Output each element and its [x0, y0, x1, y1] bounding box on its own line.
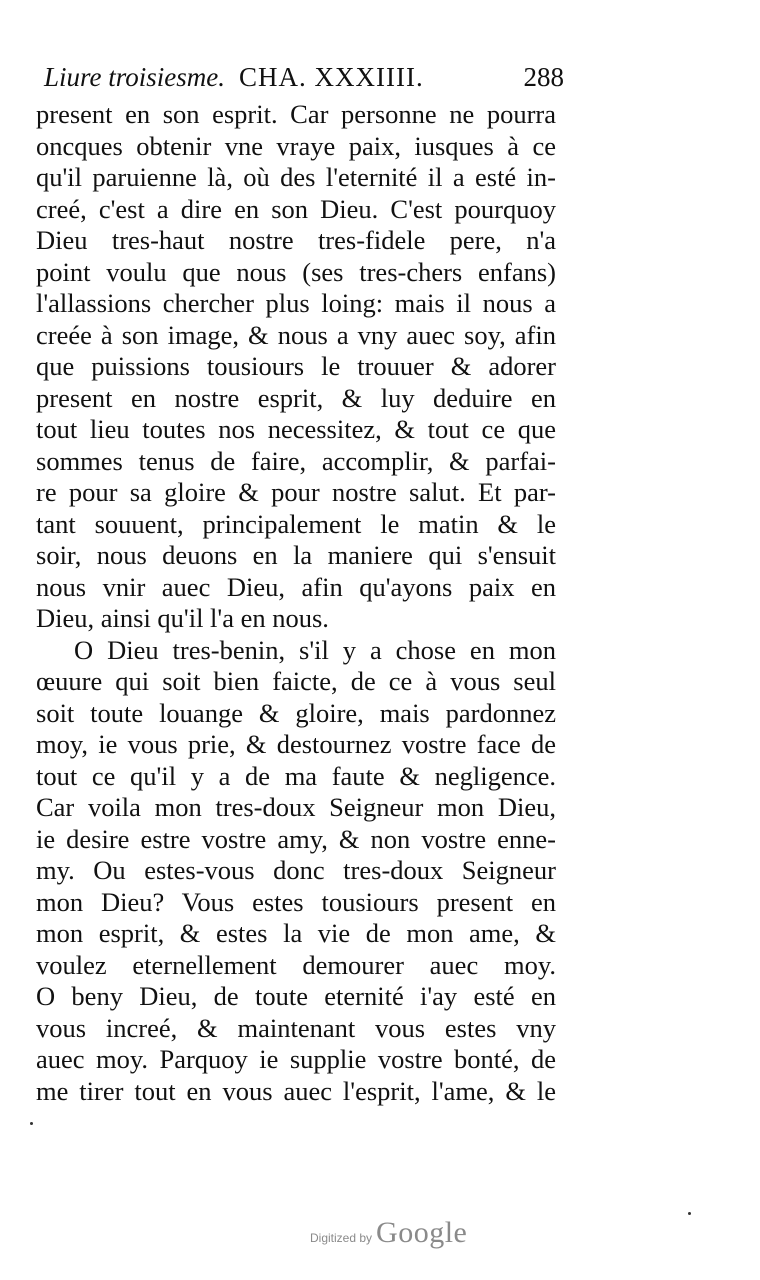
- text-line: creée à son image, & nous a vny auec soy, afin: [36, 319, 556, 350]
- ink-speck: [688, 1212, 691, 1215]
- body-text: [36, 99, 556, 1107]
- text-line: tant souuent, principalement le matin & le: [36, 508, 556, 539]
- paragraph-1: [36, 99, 556, 635]
- chapter-heading: CHA. XXXIIII.: [239, 62, 424, 92]
- text-line: O beny Dieu, de toute eternité i'ay esté en: [36, 981, 556, 1011]
- text-line: voulez eternellement demourer auec moy.: [36, 949, 556, 980]
- digitization-watermark: [310, 1216, 467, 1250]
- text-line: ie desire estre vostre amy, & non vostre enne-: [36, 823, 556, 854]
- text-line: O Dieu tres-benin, s'il y a chose en mon: [74, 634, 556, 665]
- page-number: 288: [523, 62, 564, 92]
- text-line: œuure qui soit bien faicte, de ce à vous seul: [36, 666, 556, 696]
- ink-speck: [30, 1122, 33, 1125]
- text-line: oncques obtenir vne vraye paix, iusques à ce: [36, 130, 556, 161]
- text-line: soir, nous deuons en la maniere qui s'ensuit: [36, 540, 556, 570]
- text-line: mon Dieu? Vous estes tousiours present en: [36, 886, 556, 917]
- text-line: my. Ou estes-vous donc tres-doux Seigneur: [36, 855, 556, 885]
- text-line: l'allassions chercher plus loing: mais il nous a: [36, 288, 556, 318]
- text-line: me tirer tout en vous auec l'esprit, l'ame, & le: [36, 1075, 556, 1106]
- text-line: present en son esprit. Car personne ne pourra: [36, 99, 556, 129]
- text-line: Dieu, ainsi qu'il l'a en nous.: [36, 603, 329, 633]
- text-line: creé, c'est a dire en son Dieu. C'est pourquoy: [36, 193, 556, 224]
- text-line: vous increé, & maintenant vous estes vny: [36, 1012, 556, 1043]
- text-line: que puissions tousiours le trouuer & adorer: [36, 351, 556, 381]
- text-line: sommes tenus de faire, accomplir, & parfai-: [36, 445, 556, 476]
- text-line: mon esprit, & estes la vie de mon ame, &: [36, 918, 556, 948]
- watermark-prefix: Digitized by: [310, 1231, 373, 1245]
- text-line: moy, ie vous prie, & destournez vostre face de: [36, 729, 556, 759]
- text-line: tout ce qu'il y a de ma faute & negligence.: [36, 760, 556, 791]
- text-line: tout lieu toutes nos necessitez, & tout ce que: [36, 414, 556, 444]
- text-line: present en nostre esprit, & luy deduire en: [36, 382, 556, 413]
- text-line: soit toute louange & gloire, mais pardonnez: [36, 697, 556, 728]
- text-line: auec moy. Parquoy ie supplie vostre bonté, de: [36, 1044, 556, 1074]
- paragraph-2: [36, 635, 556, 1108]
- text-line: qu'il paruienne là, où des l'eternité il a esté in-: [36, 162, 556, 192]
- text-line: re pour sa gloire & pour nostre salut. Et par-: [36, 477, 556, 507]
- google-logo: Google: [376, 1216, 468, 1249]
- running-title: Liure troisiesme.: [44, 62, 225, 92]
- text-line: nous vnir auec Dieu, afin qu'ayons paix en: [36, 571, 556, 602]
- running-header: [44, 62, 564, 92]
- text-line: Car voila mon tres-doux Seigneur mon Dieu,: [36, 792, 556, 822]
- text-line: point voulu que nous (ses tres-chers enfans): [36, 256, 556, 287]
- text-line: Dieu tres-haut nostre tres-fidele pere, n'a: [36, 225, 556, 255]
